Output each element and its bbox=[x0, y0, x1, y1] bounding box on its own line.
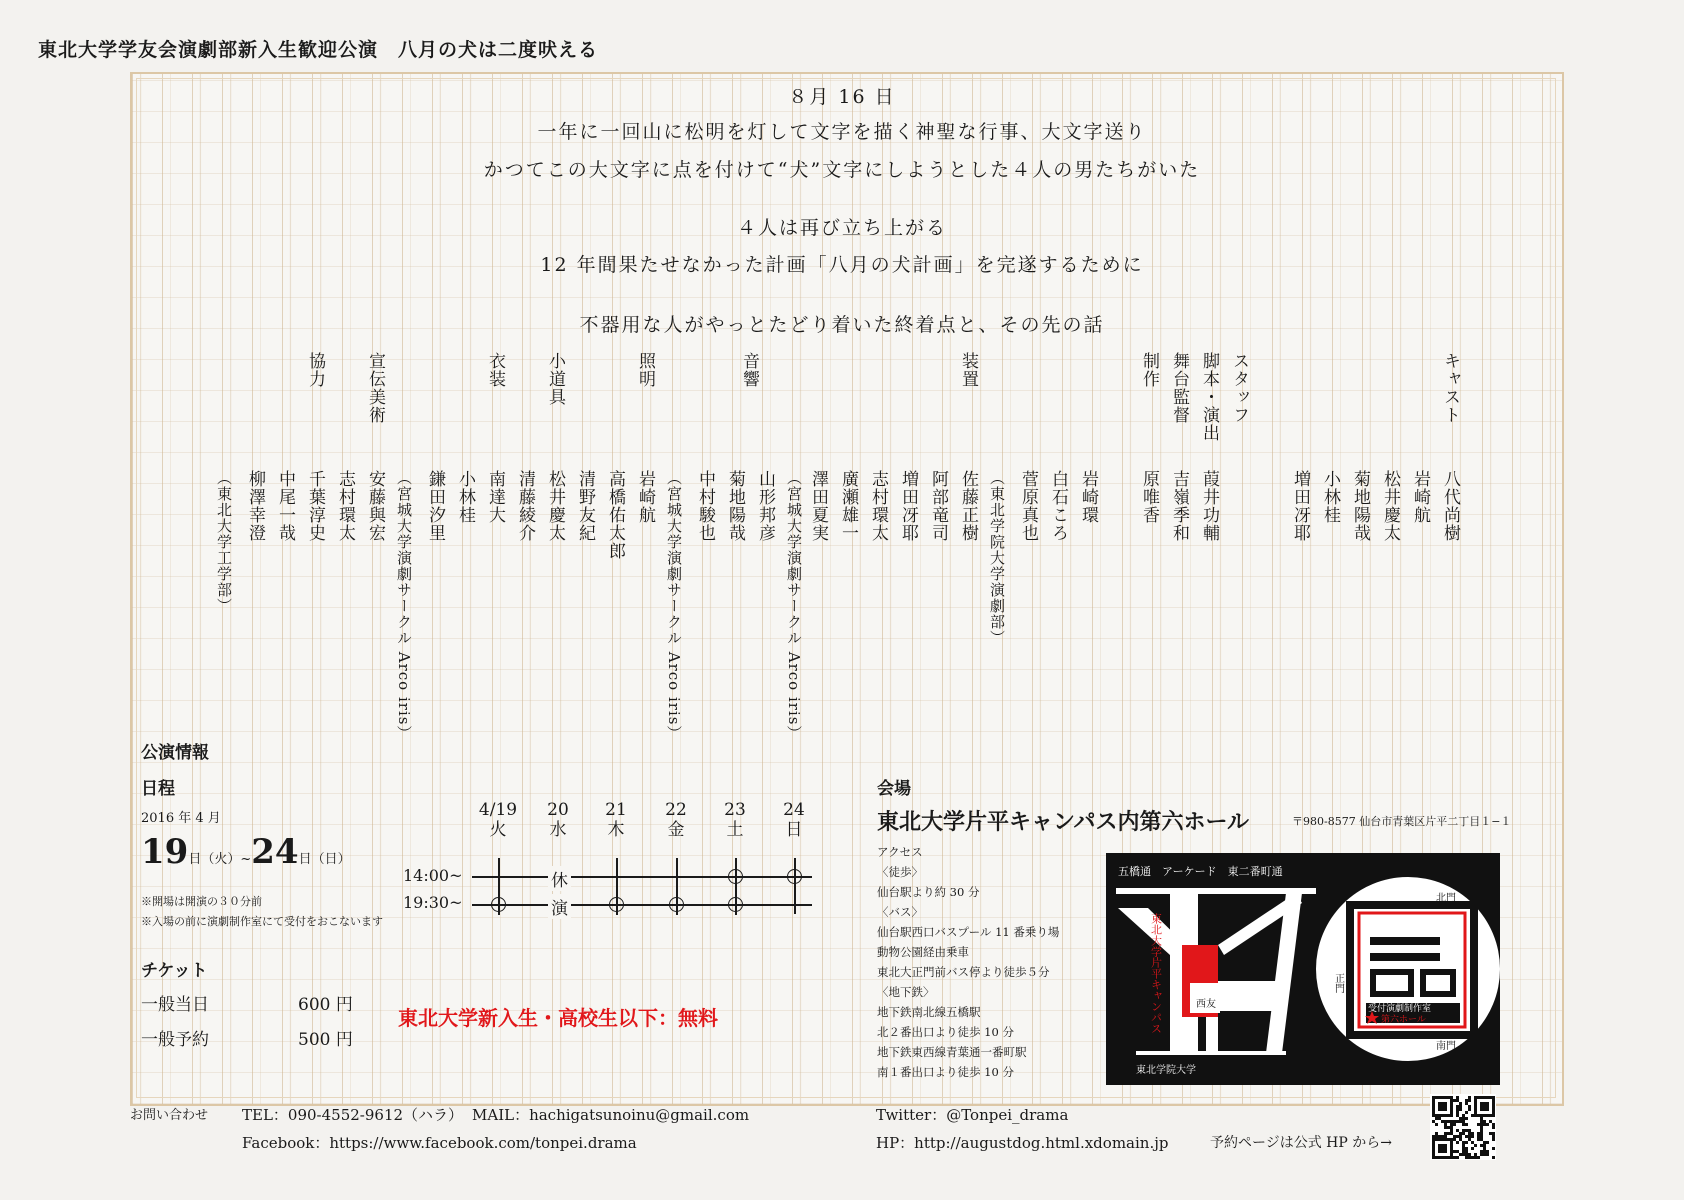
set-member: 志村環太 bbox=[868, 470, 888, 542]
map-reception-label: 受付演劇制作室 bbox=[1368, 1004, 1432, 1014]
qr-module bbox=[1465, 1111, 1468, 1114]
qr-module bbox=[1474, 1144, 1477, 1147]
map-south-gate-label: 南門 bbox=[1436, 1041, 1456, 1052]
qr-module bbox=[1471, 1135, 1474, 1138]
day-header bbox=[478, 800, 518, 840]
access-line: 南１番出口より徒歩 10 分 bbox=[877, 1065, 1014, 1079]
info-heading: 公演情報 bbox=[141, 743, 209, 763]
contact-label: お問い合わせ bbox=[130, 1108, 209, 1123]
performance-marker bbox=[728, 897, 743, 912]
set-member: 澤田夏実 bbox=[808, 470, 828, 542]
day-header bbox=[774, 800, 814, 840]
contact-homepage[interactable]: HP：http://augustdog.html.xdomain.jp bbox=[876, 1134, 1169, 1152]
intro-line-2: かつてこの大文字に点を付けて“犬”文字にしようとした４人の男たちがいた bbox=[483, 159, 1201, 181]
access-line: 仙台駅より約 30 分 bbox=[877, 885, 980, 899]
costume-member: 清藤綾介 bbox=[515, 470, 535, 542]
props-member: 松井慶太 bbox=[545, 470, 565, 542]
road-shape bbox=[1116, 888, 1316, 894]
qr-module bbox=[1456, 1156, 1459, 1159]
stage-label: 舞台監督 bbox=[1169, 352, 1189, 424]
sound-affiliation: （宮城大学演劇サークル Arco iris） bbox=[665, 470, 683, 742]
qr-module bbox=[1492, 1138, 1495, 1141]
building bbox=[1370, 937, 1440, 945]
day-header bbox=[596, 800, 636, 840]
light-member: 高橋佑太郎 bbox=[605, 470, 625, 560]
intro-line-1: 一年に一回山に松明を灯して文字を描く神聖な行事、大文字送り bbox=[537, 121, 1147, 143]
qr-module bbox=[1465, 1117, 1468, 1120]
set-member: 阿部竜司 bbox=[928, 470, 948, 542]
contact-facebook[interactable]: Facebook：https://www.facebook.com/tonpei.drama bbox=[242, 1134, 637, 1152]
rest-char-2: 演 bbox=[548, 894, 571, 919]
note-reception: ※入場の前に演劇制作室にて受付をおこないます bbox=[141, 915, 383, 928]
map-campus-label: 東北大学片平キャンパス bbox=[1149, 913, 1163, 1034]
qr-module bbox=[1450, 1114, 1453, 1117]
contact-mail: MAIL：hachigatsunoinu@gmail.com bbox=[472, 1106, 750, 1124]
sound-member: 山形邦彦 bbox=[755, 470, 775, 542]
pr-label: 宣伝美術 bbox=[365, 352, 385, 424]
range-end: 24 bbox=[251, 832, 299, 872]
qr-code[interactable] bbox=[1430, 1094, 1496, 1160]
access-line: 〈地下鉄〉 bbox=[877, 985, 935, 999]
access-line: アクセス bbox=[877, 845, 923, 859]
rest-char-1: 休 bbox=[548, 866, 571, 891]
access-line: 地下鉄東西線青葉通一番町駅 bbox=[877, 1045, 1027, 1059]
ticket-label: チケット bbox=[141, 961, 208, 981]
day-header bbox=[656, 800, 696, 840]
contact-twitter[interactable]: Twitter：@Tonpei_drama bbox=[876, 1106, 1069, 1124]
costume-label: 衣装 bbox=[485, 352, 505, 388]
set-label: 装置 bbox=[958, 352, 978, 388]
range-end-unit: 日（日） bbox=[298, 852, 351, 867]
reserve-note: 予約ページは公式 HP から→ bbox=[1210, 1135, 1392, 1151]
day-of-week: 日 bbox=[785, 820, 803, 840]
costume-member: 南達大 bbox=[485, 470, 505, 524]
qr-module bbox=[1456, 1141, 1459, 1144]
note-open: ※開場は開演の３０分前 bbox=[141, 895, 262, 908]
set-affiliation: （東北学院大学演劇部） bbox=[988, 470, 1006, 646]
qr-module bbox=[1492, 1126, 1495, 1129]
access-line: 地下鉄南北線五橋駅 bbox=[877, 1005, 981, 1019]
set-member: 増田冴耶 bbox=[898, 470, 918, 542]
performance-marker bbox=[669, 897, 684, 912]
access-line: 動物公園経由乗車 bbox=[877, 945, 969, 959]
qr-module bbox=[1459, 1108, 1462, 1111]
page-title: 東北大学学友会演劇部新入生歓迎公演 八月の犬は二度吠える bbox=[38, 39, 599, 61]
day-date: 24 bbox=[783, 800, 805, 820]
production-name: 原唯香 bbox=[1139, 470, 1159, 524]
qr-module bbox=[1471, 1147, 1474, 1150]
light-label: 照明 bbox=[635, 352, 655, 388]
day-of-week: 木 bbox=[607, 820, 625, 840]
sound-member: 菊地陽哉 bbox=[725, 470, 745, 542]
day-date: 20 bbox=[547, 800, 569, 820]
access-list bbox=[877, 842, 1059, 1082]
day-header bbox=[538, 800, 578, 840]
pr-member: 志村環太 bbox=[335, 470, 355, 542]
staff-label: スタッフ bbox=[1229, 352, 1249, 424]
building bbox=[1370, 953, 1440, 961]
sound-label: 音響 bbox=[739, 352, 759, 388]
road-shape bbox=[1136, 1051, 1286, 1055]
time-matinee: 14:00~ bbox=[403, 866, 463, 885]
qr-module bbox=[1492, 1114, 1495, 1117]
qr-module bbox=[1468, 1108, 1471, 1111]
coop-member: 柳澤幸澄 bbox=[245, 470, 265, 542]
free-notice: 東北大学新入生・高校生以下：無料 bbox=[398, 1006, 718, 1030]
ticket-same-day-label: 一般当日 bbox=[141, 995, 209, 1015]
cast-member: 松井慶太 bbox=[1380, 470, 1400, 542]
qr-module bbox=[1486, 1141, 1489, 1144]
stage-name: 吉嶺季和 bbox=[1169, 470, 1189, 542]
cast-member: 菊地陽哉 bbox=[1350, 470, 1370, 542]
qr-module bbox=[1492, 1147, 1495, 1150]
performance-marker bbox=[609, 897, 624, 912]
day-header bbox=[715, 800, 755, 840]
ticket-advance-price: 500 円 bbox=[298, 1030, 353, 1050]
qr-module bbox=[1486, 1108, 1489, 1111]
range-start-unit: 日（火）~ bbox=[188, 852, 252, 867]
map-north-gate-label: 北門 bbox=[1436, 893, 1456, 904]
qr-module bbox=[1435, 1123, 1438, 1126]
day-date: 21 bbox=[605, 800, 627, 820]
range-start: 19 bbox=[141, 832, 189, 872]
qr-module bbox=[1477, 1156, 1480, 1159]
set-member: 白石ころ bbox=[1048, 470, 1068, 542]
map-graphic bbox=[1106, 853, 1500, 1085]
ticket-same-day-price: 600 円 bbox=[298, 995, 353, 1015]
performance-marker bbox=[728, 869, 743, 884]
production-label: 制作 bbox=[1139, 352, 1159, 388]
building-inner bbox=[1376, 975, 1408, 991]
cast-member: 八代尚樹 bbox=[1440, 470, 1460, 542]
cast-label: キャスト bbox=[1440, 352, 1460, 424]
day-date: 22 bbox=[665, 800, 687, 820]
performance-marker bbox=[787, 869, 802, 884]
access-line: 東北大正門前バス停より徒歩５分 bbox=[877, 965, 1050, 979]
coop-affiliation: （東北大学工学部） bbox=[215, 470, 233, 614]
script-label: 脚本・演出 bbox=[1199, 352, 1219, 442]
access-line: 北２番出口より徒歩 10 分 bbox=[877, 1025, 1014, 1039]
coop-label: 協力 bbox=[305, 352, 325, 388]
timetable bbox=[400, 800, 820, 920]
row-line-2 bbox=[472, 904, 812, 906]
cast-member: 小林桂 bbox=[1320, 470, 1340, 524]
access-line: 〈バス〉 bbox=[877, 905, 923, 919]
ticket-advance-label: 一般予約 bbox=[141, 1030, 209, 1050]
venue-map bbox=[1106, 853, 1500, 1085]
intro-line-4: 12 年間果たせなかった計画「八月の犬計画」を完遂するために bbox=[540, 254, 1144, 276]
building-inner bbox=[1426, 975, 1450, 991]
performance-marker bbox=[491, 897, 506, 912]
time-evening: 19:30~ bbox=[403, 893, 463, 912]
cast-member: 増田冴耶 bbox=[1290, 470, 1310, 542]
coop-member: 中尾一哉 bbox=[275, 470, 295, 542]
seiyu-block-2 bbox=[1218, 981, 1278, 1011]
qr-module bbox=[1444, 1108, 1447, 1111]
credit-affiliation: （宮城大学演劇サークル Arco iris） bbox=[395, 470, 413, 742]
venue-address: 〒980-8577 仙台市青葉区片平二丁目１−１ bbox=[1292, 815, 1512, 828]
day-of-week: 土 bbox=[726, 820, 744, 840]
schedule-label: 日程 bbox=[141, 779, 175, 799]
date-range bbox=[141, 832, 351, 872]
set-member: 菅原真也 bbox=[1018, 470, 1038, 542]
qr-module bbox=[1486, 1123, 1489, 1126]
qr-module bbox=[1492, 1156, 1495, 1159]
qr-module bbox=[1486, 1153, 1489, 1156]
venue-name: 東北大学片平キャンパス内第六ホール bbox=[877, 809, 1250, 835]
year-month: 2016 年 4 月 bbox=[141, 811, 221, 826]
contact-tel: TEL：090-4552-9612（ハラ） bbox=[242, 1106, 464, 1124]
map-streets-label: 五橋通 アーケード 東二番町通 bbox=[1118, 865, 1283, 878]
script-name: 葭井功輔 bbox=[1199, 470, 1219, 542]
venue-label: 会場 bbox=[877, 779, 911, 799]
day-date: 4/19 bbox=[478, 800, 518, 820]
day-of-week: 火 bbox=[489, 820, 507, 840]
map-gakuin-label: 東北学院大学 bbox=[1136, 1065, 1196, 1076]
coop-member: 千葉淳史 bbox=[305, 470, 325, 542]
day-of-week: 水 bbox=[549, 820, 567, 840]
sound-affiliation: （宮城大学演劇サークル Arco iris） bbox=[785, 470, 803, 742]
light-member: 岩崎航 bbox=[635, 470, 655, 524]
pr-member: 安藤與宏 bbox=[365, 470, 385, 542]
credit-member: 鎌田汐里 bbox=[425, 470, 445, 542]
map-seiyu-label: 西友 bbox=[1196, 999, 1216, 1010]
qr-module bbox=[1444, 1150, 1447, 1153]
sound-member: 中村駿也 bbox=[695, 470, 715, 542]
intro-date: ８月 16 日 bbox=[788, 86, 896, 108]
map-hall-label: 第六ホール bbox=[1381, 1015, 1426, 1025]
set-member: 廣瀬雄一 bbox=[838, 470, 858, 542]
qr-module bbox=[1468, 1099, 1471, 1102]
access-line: 仙台駅西口バスプール 11 番乗り場 bbox=[877, 925, 1060, 939]
costume-member: 小林桂 bbox=[455, 470, 475, 524]
intro-line-5: 不器用な人がやっとたどり着いた終着点と、その先の話 bbox=[579, 314, 1105, 336]
qr-module bbox=[1465, 1123, 1468, 1126]
qr-module bbox=[1453, 1123, 1456, 1126]
access-line: 〈徒歩〉 bbox=[877, 865, 923, 879]
qr-module bbox=[1465, 1141, 1468, 1144]
props-member: 清野友紀 bbox=[575, 470, 595, 542]
row-line-1 bbox=[472, 876, 812, 878]
intro-line-3: ４人は再び立ち上がる bbox=[736, 217, 947, 239]
props-label: 小道具 bbox=[545, 352, 565, 406]
day-date: 23 bbox=[724, 800, 746, 820]
set-member: 佐藤正樹 bbox=[958, 470, 978, 542]
day-of-week: 金 bbox=[667, 820, 685, 840]
cast-member: 岩崎航 bbox=[1410, 470, 1430, 524]
map-main-gate-label: 正門 bbox=[1332, 973, 1344, 993]
set-member: 岩崎環 bbox=[1078, 470, 1098, 524]
